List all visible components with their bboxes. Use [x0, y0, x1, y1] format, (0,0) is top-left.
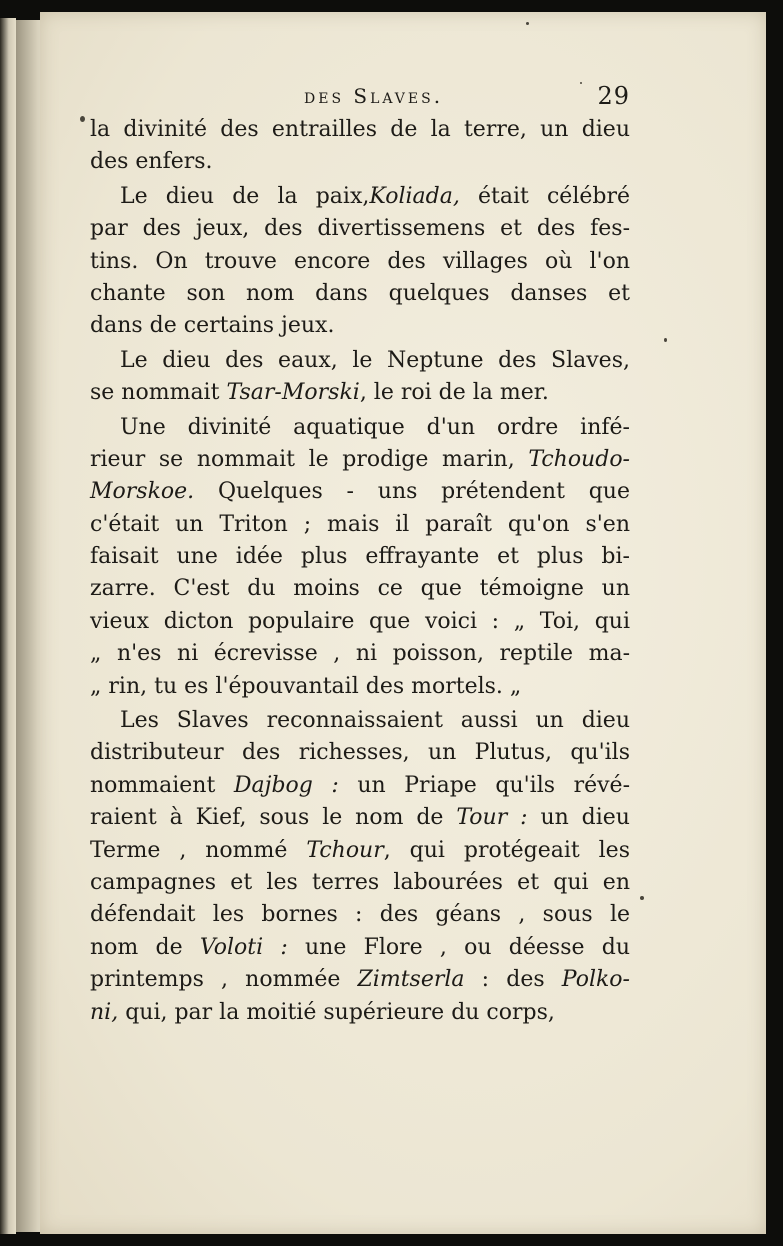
page-number: 29 [597, 82, 630, 110]
text-line [90, 310, 630, 342]
text-segment: , le roi de la mer. [359, 380, 549, 406]
text-segment: Une divinité aquatique d'un ordre infé- [120, 414, 630, 440]
paper-speck [80, 116, 85, 122]
text-line [90, 705, 630, 737]
text-segment: c'était un Triton ; mais il paraît qu'on s'en [90, 511, 630, 537]
paper-speck [526, 22, 529, 25]
text-line [90, 737, 630, 769]
italic-term: Zimtserla [357, 967, 465, 993]
paragraph [90, 181, 630, 343]
paragraph [90, 345, 630, 410]
text-line [90, 246, 630, 278]
text-segment: printemps , nommée [90, 967, 358, 993]
text-line [90, 181, 630, 213]
paragraph [90, 114, 630, 179]
text-segment: „ rin, tu es l'épouvantail des mortels. „ [90, 673, 522, 699]
text-line [90, 476, 630, 508]
italic-term: Dajbog : [233, 772, 339, 798]
text-line [90, 932, 630, 964]
text-segment: des enfers. [90, 149, 213, 175]
paper-speck [640, 896, 644, 900]
paper-speck [664, 338, 667, 342]
text-segment: était célébré [459, 183, 630, 209]
text-segment: raient à Kief, sous le nom de [90, 805, 457, 831]
italic-term: Tchoudo- [528, 446, 630, 472]
text-segment: nom de [90, 934, 200, 960]
text-line [90, 412, 630, 444]
text-line [90, 606, 630, 638]
text-segment: qui, par la moitié supérieure du corps, [118, 999, 555, 1025]
italic-term: Voloti : [199, 934, 288, 960]
text-line [90, 671, 630, 703]
italic-term: Koliada, [369, 183, 460, 209]
text-segment: rieur se nommait le prodige marin, [90, 446, 529, 472]
text-line [90, 146, 630, 178]
text-segment: chante son nom dans quelques danses et [90, 280, 630, 306]
text-line [90, 278, 630, 310]
text-line [90, 964, 630, 996]
text-segment: Terme , nommé [90, 837, 307, 863]
text-segment: Les Slaves reconnaissaient aussi un dieu [120, 708, 630, 734]
text-segment: un dieu [527, 805, 630, 831]
text-line [90, 899, 630, 931]
italic-term: Tchour [306, 837, 384, 863]
running-header [90, 78, 630, 114]
text-segment: vieux dicton populaire que voici : „ Toi, qui [90, 608, 630, 634]
text-segment: dans de certains jeux. [90, 313, 335, 339]
text-segment: campagnes et les terres labourées et qui en [90, 869, 630, 895]
body-text [90, 114, 630, 1029]
text-segment: faisait une idée plus effrayante et plus bi- [90, 544, 630, 570]
text-segment: , qui protégeait les [383, 837, 630, 863]
text-segment: distributeur des richesses, un Plutus, qu'ils [90, 740, 630, 766]
text-segment: Quelques - uns prétendent que [194, 479, 630, 505]
text-line [90, 997, 630, 1029]
text-line [90, 509, 630, 541]
text-segment: „ n'es ni écrevisse , ni poisson, reptile ma- [90, 641, 630, 667]
text-segment: : des [464, 967, 562, 993]
text-segment: tins. On trouve encore des villages où l'on [90, 248, 630, 274]
text-segment: Le dieu de la paix, [120, 183, 370, 209]
text-line [90, 638, 630, 670]
text-segment: Le dieu des eaux, le Neptune des Slaves, [120, 347, 630, 373]
facing-page-edge [0, 18, 16, 1234]
italic-term: Polko- [561, 967, 630, 993]
text-line [90, 114, 630, 146]
text-line [90, 377, 630, 409]
running-title: des Slaves. [304, 84, 444, 108]
text-segment: une Flore , ou déesse du [287, 934, 630, 960]
page-text-block [90, 78, 630, 1029]
text-segment: zarre. C'est du moins ce que témoigne un [90, 576, 630, 602]
italic-term: Morskoe. [90, 479, 195, 505]
italic-term: Tour : [456, 805, 528, 831]
italic-term: Tsar-Morski [226, 380, 360, 406]
italic-term: ni, [90, 999, 119, 1025]
text-line [90, 802, 630, 834]
text-line [90, 835, 630, 867]
text-line [90, 573, 630, 605]
text-line [90, 867, 630, 899]
text-line [90, 770, 630, 802]
text-segment: par des jeux, des divertissemens et des fes- [90, 216, 630, 242]
text-segment: défendait les bornes : des géans , sous le [90, 902, 630, 928]
text-line [90, 345, 630, 377]
text-segment: un Priape qu'ils révé- [338, 772, 631, 798]
text-line [90, 444, 630, 476]
text-segment: nommaient [90, 772, 234, 798]
text-line [90, 541, 630, 573]
text-segment: se nommait [90, 380, 227, 406]
paragraph [90, 412, 630, 704]
text-line [90, 213, 630, 245]
paragraph [90, 705, 630, 1029]
text-segment: la divinité des entrailles de la terre, un dieu [90, 117, 630, 142]
